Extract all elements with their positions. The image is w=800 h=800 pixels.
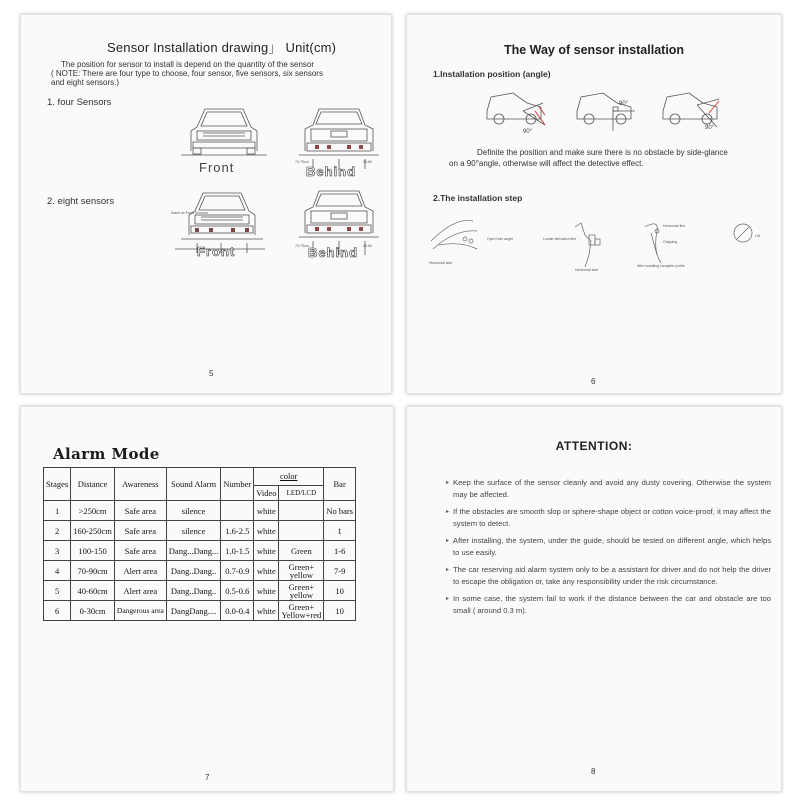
section-four-sensors: 1. four Sensors [47, 97, 112, 108]
list-item: ▸ If the obstacles are smooth slop or sphere-shape object or cotton voice-proof, it may affect the system to detect. [453, 506, 771, 530]
front-label: Front [199, 160, 235, 175]
behind-label: Behind [306, 164, 357, 179]
header-bar: Bar [324, 468, 356, 501]
page-number: 5 [209, 369, 214, 378]
angle-label: 90° [523, 129, 533, 135]
section-installation-step: 2.The installation step [433, 193, 523, 203]
alarm-mode-table [43, 467, 356, 621]
cell-led [279, 541, 324, 561]
svg-text:Horizontal side: Horizontal side [575, 268, 599, 272]
header-number: Number [221, 468, 254, 501]
table-row [44, 521, 356, 541]
page-number: 6 [591, 377, 596, 386]
cell-stage: 3 [44, 541, 71, 561]
attention-list [453, 477, 771, 622]
cell-stage: 1 [44, 501, 71, 521]
cell-led-line: yellow [289, 589, 313, 600]
cell-sound: Dang...Dang... [166, 541, 221, 561]
angle-label: 90° [619, 101, 629, 107]
cell-led-line: Green+ [288, 561, 315, 572]
cell-distance: 100-150 [71, 541, 115, 561]
table-row [44, 501, 356, 521]
cell-led-line: Green+ [288, 581, 315, 592]
instruction-line: on a 90°angle, otherwise will affect the detective effect. [449, 159, 644, 168]
cell-distance: 40-60cm [71, 581, 115, 601]
cell-distance: 70-90cm [71, 561, 115, 581]
instruction-line: Definite the position and make sure there is no obstacle by side-glance [477, 148, 728, 157]
cell-sound: Dang..Dang.. [166, 561, 221, 581]
attention-title: ATTENTION: [555, 439, 633, 453]
header-color: color [254, 468, 324, 486]
table-row [44, 541, 356, 561]
list-item: ▸ In some case, the system fail to work if the distance between the car and obstacle are too small ( around 0.3 m). [453, 593, 771, 617]
svg-text:Horizontal side: Horizontal side [429, 261, 453, 265]
cell-bar: 10 [324, 601, 356, 621]
svg-text:Lift: Lift [755, 234, 760, 238]
cell-awareness: Dangerous area [114, 601, 166, 621]
cell-led-line: Green [291, 545, 312, 556]
installation-steps-drawing [425, 211, 773, 277]
svg-text:Same as Front Sensors: Same as Front Sensors [171, 211, 208, 215]
front-label-eight: Front [197, 244, 236, 259]
svg-text:40-60: 40-60 [363, 244, 372, 248]
cell-bar: 10 [324, 581, 356, 601]
cell-bar: 1 [324, 521, 356, 541]
manual-page-7 [20, 406, 394, 792]
cell-number: 0.5-0.6 [221, 581, 254, 601]
cell-stage: 2 [44, 521, 71, 541]
header-video: Video [254, 485, 279, 500]
angle-label: 90° [705, 125, 715, 131]
cell-stage: 6 [44, 601, 71, 621]
cell-stage: 5 [44, 581, 71, 601]
section-installation-position: 1.Installation position (angle) [433, 69, 551, 79]
cell-led [279, 561, 324, 581]
cell-number: 1.6-2.5 [221, 521, 254, 541]
cell-led-line: yellow [289, 569, 313, 580]
cell-distance: 0-30cm [71, 601, 115, 621]
cell-distance: 160-250cm [71, 521, 115, 541]
manual-page-6 [406, 14, 782, 394]
angle-diagram-3 [659, 85, 723, 135]
cell-sound: DangDang.... [166, 601, 221, 621]
cell-stage: 4 [44, 561, 71, 581]
list-item: ▸ Keep the surface of the sensor cleanly and avoid any dusty covering. Otherwise the system may be affected. [453, 477, 771, 501]
page5-desc-line: and eight sensors.) [51, 78, 120, 87]
cell-number: 0.0-0.4 [221, 601, 254, 621]
svg-text:Horizontal line: Horizontal line [663, 224, 686, 228]
cell-bar: 7-9 [324, 561, 356, 581]
cell-video: white [254, 581, 279, 601]
cell-bar: 1-6 [324, 541, 356, 561]
cell-awareness: Safe area [114, 501, 166, 521]
car-rear-four-sensors-drawing [293, 103, 385, 173]
list-item: ▸ The car reserving aid alarm system only to be a assistant for driver and do not help the driver to escape the obligation or, take any responsibility under the risk circumstance. [453, 564, 771, 588]
svg-text:70-75cm: 70-75cm [295, 244, 309, 248]
cell-distance: >250cm [71, 501, 115, 521]
cell-led-line: Green+ [288, 601, 315, 612]
alarm-mode-title: Alarm Mode [53, 445, 160, 463]
angle-diagram-1 [483, 85, 547, 135]
cell-number [221, 501, 254, 521]
svg-text:70-75cm: 70-75cm [295, 160, 309, 164]
manual-page-8 [406, 406, 782, 792]
list-item: ▸ After installing, the system, under the guide, should be tested on different angle, which helps to use easily. [453, 535, 771, 559]
cell-number: 0.7-0.9 [221, 561, 254, 581]
behind-label-eight: Behind [308, 245, 359, 260]
angle-diagram-2 [573, 85, 637, 135]
page6-title: The Way of sensor installation [503, 43, 685, 57]
cell-awareness: Safe area [114, 521, 166, 541]
cell-number: 1.0-1.5 [221, 541, 254, 561]
page5-title: Sensor Installation drawing」 Unit(cm) [107, 40, 337, 55]
cell-sound: silence [166, 501, 221, 521]
page-number: 8 [591, 767, 596, 776]
table-row [44, 561, 356, 581]
cell-video: white [254, 501, 279, 521]
cell-video: white [254, 561, 279, 581]
cell-bar: No bars [324, 501, 356, 521]
cell-led [279, 501, 324, 521]
svg-text:After installing complete prof: After installing complete profile [637, 264, 685, 268]
cell-awareness: Alert area [114, 581, 166, 601]
table-row [44, 601, 356, 621]
cell-awareness: Safe area [114, 541, 166, 561]
section-eight-sensors: 2. eight sensors [47, 196, 115, 207]
page5-desc-line: The position for sensor to install is depend on the quantity of the sensor [61, 60, 315, 69]
header-distance: Distance [71, 468, 115, 501]
cell-led [279, 581, 324, 601]
manual-page-5 [20, 14, 392, 394]
svg-text:Locate derivation line: Locate derivation line [543, 237, 577, 241]
cell-led-line: Yellow+red [281, 609, 322, 620]
cell-video: white [254, 541, 279, 561]
cell-awareness: Alert area [114, 561, 166, 581]
page5-description [51, 60, 376, 87]
header-sound-alarm: Sound Alarm [166, 468, 221, 501]
page5-desc-line: ( NOTE: There are four type to choose, four sensor, five sensors, six sensors [51, 69, 323, 78]
table-row [44, 581, 356, 601]
page-number: 7 [205, 773, 210, 782]
cell-led [279, 521, 324, 541]
cell-sound: Dang..Dang.. [166, 581, 221, 601]
page6-instruction [437, 147, 767, 169]
header-awareness: Awareness [114, 468, 166, 501]
cell-video: white [254, 521, 279, 541]
car-front-four-sensors-drawing [181, 101, 267, 157]
svg-text:40-60: 40-60 [363, 160, 372, 164]
cell-led [279, 601, 324, 621]
cell-sound: silence [166, 521, 221, 541]
header-led-lcd: LED/LCD [279, 485, 324, 500]
header-stages: Stages [44, 468, 71, 501]
svg-text:Outgoing: Outgoing [663, 240, 678, 244]
cell-video: white [254, 601, 279, 621]
svg-text:Open hole auger: Open hole auger [487, 237, 514, 241]
